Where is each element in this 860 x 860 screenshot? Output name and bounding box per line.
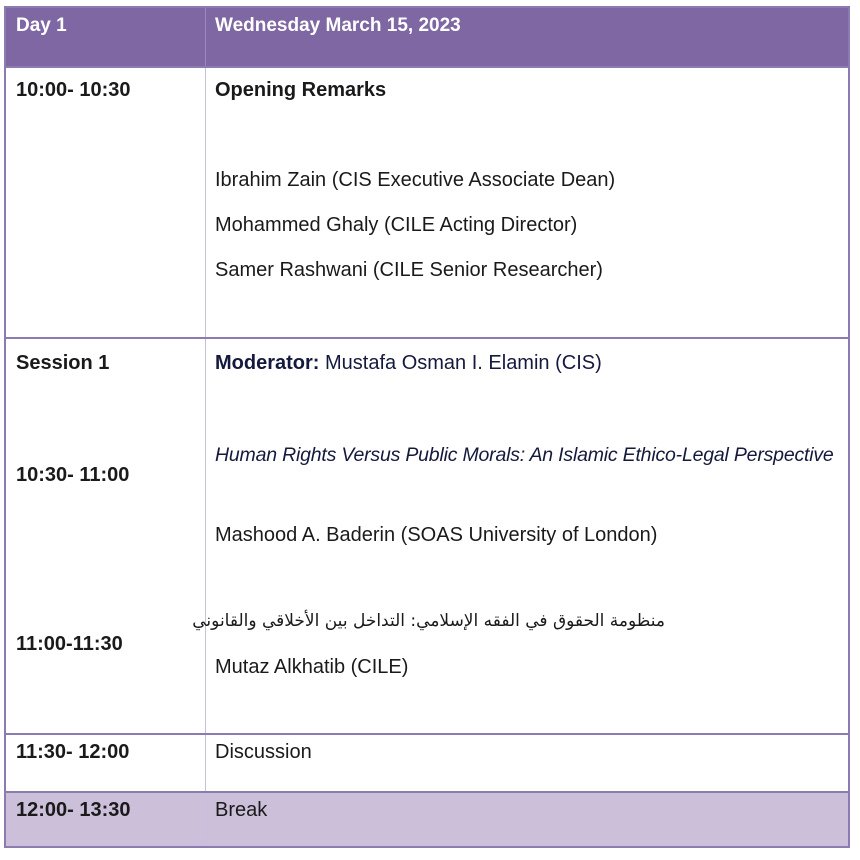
speaker-line: Samer Rashwani (CILE Senior Researcher)	[215, 259, 603, 281]
talk-1-title: Human Rights Versus Public Morals: An Islamic Ethico-Legal Perspective	[215, 444, 834, 466]
speaker-line: Mohammed Ghaly (CILE Acting Director)	[215, 214, 578, 236]
column-divider	[205, 735, 206, 791]
discussion-label: Discussion	[215, 741, 312, 763]
talk-1-time: 10:30- 11:00	[16, 464, 130, 486]
speaker-line: Ibrahim Zain (CIS Executive Associate Dean)	[215, 169, 616, 191]
column-divider	[205, 8, 206, 68]
discussion-row	[6, 733, 848, 791]
day-label: Day 1	[16, 15, 67, 36]
break-time: 12:00- 13:30	[16, 799, 131, 821]
session-1-row	[6, 337, 848, 733]
opening-title: Opening Remarks	[215, 79, 387, 101]
opening-time: 10:00- 10:30	[16, 79, 131, 101]
schedule-table	[4, 6, 850, 848]
break-label: Break	[215, 799, 268, 821]
talk-1-speaker: Mashood A. Baderin (SOAS University of London)	[215, 524, 658, 546]
column-divider	[205, 339, 206, 733]
talk-2-speaker: Mutaz Alkhatib (CILE)	[215, 656, 409, 678]
opening-row	[6, 66, 848, 337]
talk-2-title: منظومة الحقوق في الفقه الإسلامي: التداخل بين الأخلاقي والقانوني	[192, 611, 665, 631]
moderator-line	[215, 351, 602, 375]
moderator-label: Moderator:	[215, 352, 320, 374]
break-row	[6, 791, 848, 846]
column-divider	[205, 68, 206, 337]
session-label: Session 1	[16, 352, 110, 374]
discussion-time: 11:30- 12:00	[16, 741, 130, 763]
column-divider	[205, 793, 206, 846]
date-label: Wednesday March 15, 2023	[215, 15, 461, 36]
talk-2-time: 11:00-11:30	[16, 633, 123, 655]
moderator-name: Mustafa Osman I. Elamin (CIS)	[325, 352, 602, 374]
header-row	[6, 8, 848, 68]
